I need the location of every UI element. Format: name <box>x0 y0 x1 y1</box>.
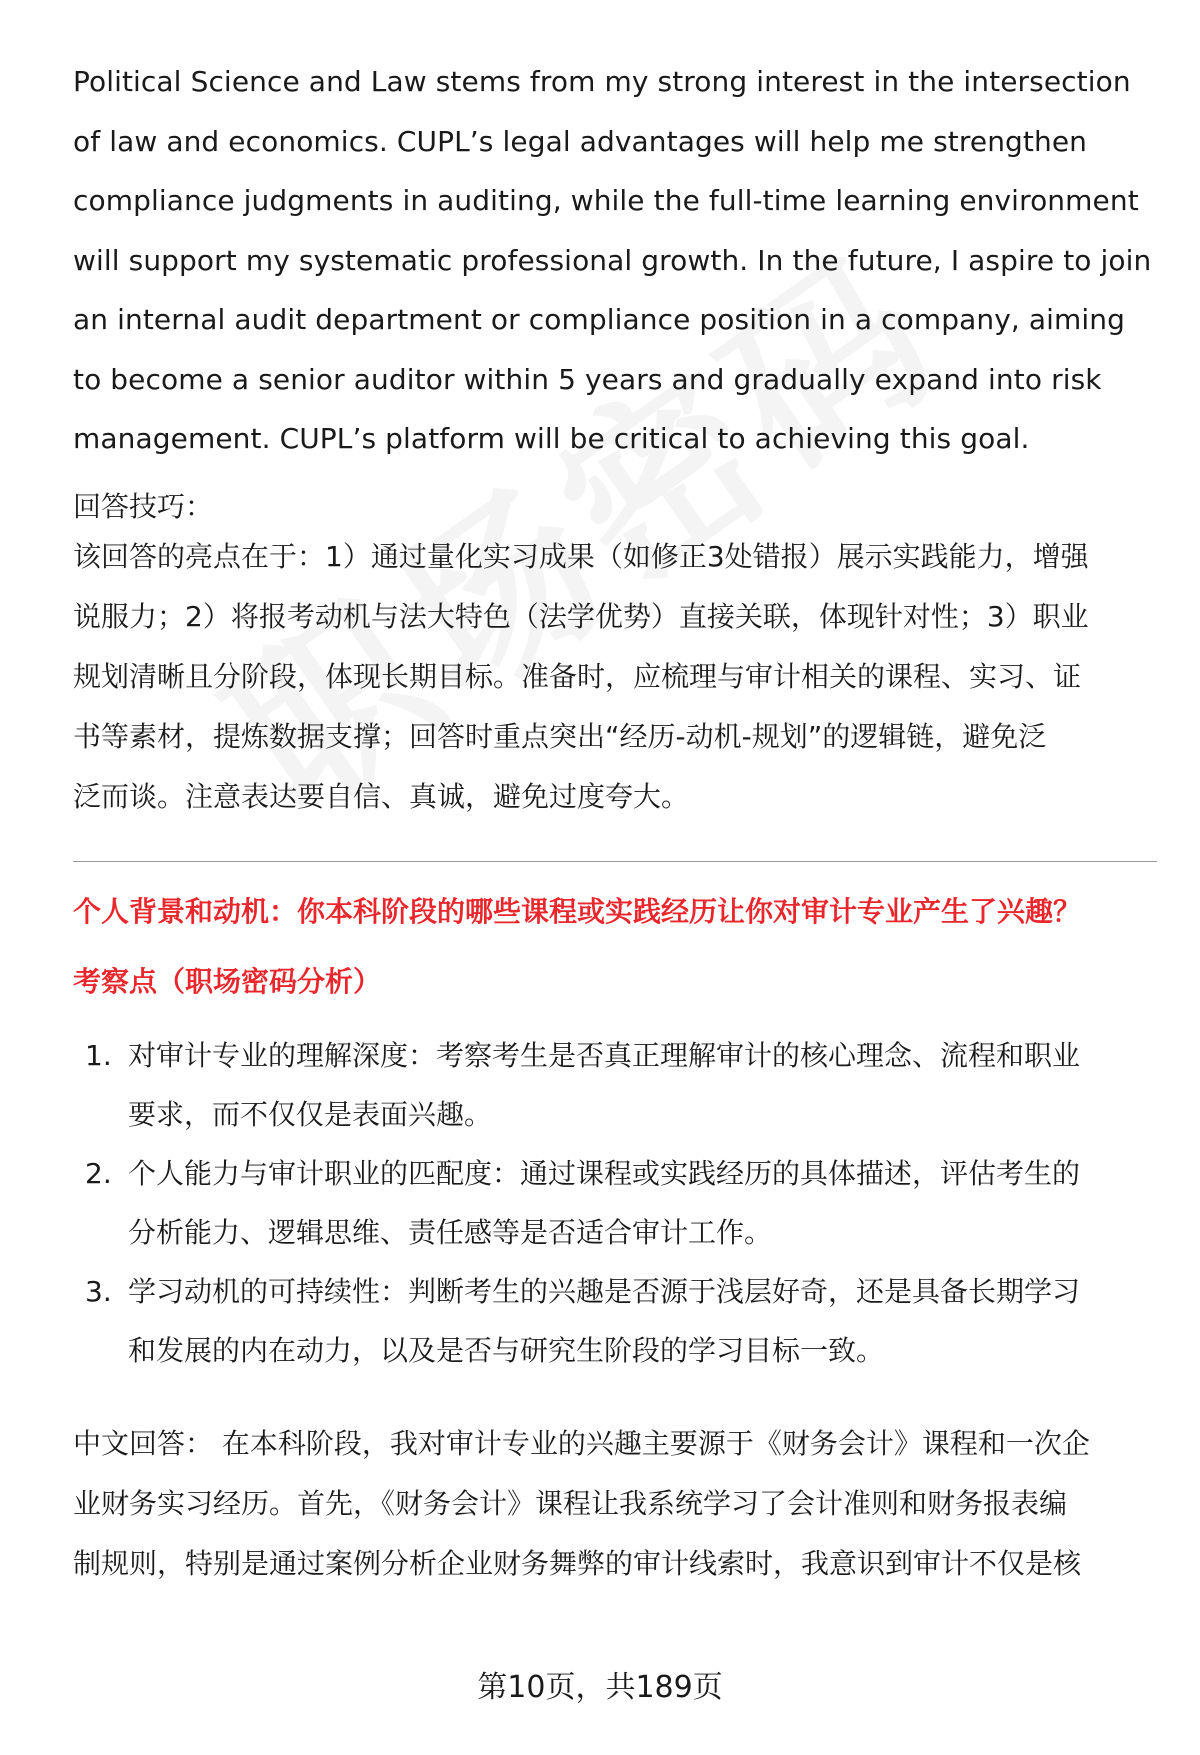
text-line: compliance judgments in auditing, while the full-time learning environment <box>73 184 1139 217</box>
list-number: 3. <box>85 1274 112 1308</box>
text-line: to become a senior auditor within 5 years and gradually expand into risk <box>73 362 1102 396</box>
text-line: 要求，而不仅仅是表面兴趣。 <box>128 1097 493 1131</box>
text-line: of law and economics. CUPL’s legal advantages will help me strengthen <box>73 124 1088 158</box>
exam-points-list <box>73 1026 1163 1380</box>
text-line: 泛而谈。注意表达要自信、真诚，避免过度夸大。 <box>73 779 690 813</box>
text-line: management. CUPL’s platform will be critical to achieving this goal. <box>73 422 1030 455</box>
text-line: an internal audit department or compliance position in a company, aiming <box>73 303 1125 336</box>
text-line: 说服力；2）将报考动机与法大特色（法学优势）直接关联，体现针对性；3）职业 <box>73 599 1089 633</box>
question-heading: 个人背景和动机：你本科阶段的哪些课程或实践经历让你对审计专业产生了兴趣？ <box>73 894 1082 928</box>
text-line: 业财务实习经历。首先，《财务会计》课程让我系统学习了会计准则和财务报表编 <box>73 1486 1068 1520</box>
text-line: 制规则，特别是通过案例分析企业财务舞弊的审计线索时，我意识到审计不仅是核 <box>73 1546 1082 1580</box>
text-line: 规划清晰且分阶段，体现长期目标。准备时，应梳理与审计相关的课程、实习、证 <box>73 659 1082 693</box>
text-line: 该回答的亮点在于：1）通过量化实习成果（如修正3处错报）展示实践能力，增强 <box>73 539 1089 573</box>
text-line: 对审计专业的理解深度：考察考生是否真正理解审计的核心理念、流程和职业 <box>128 1038 1081 1072</box>
page-number-footer: 第10页，共189页 <box>477 1670 723 1705</box>
list-item <box>73 1262 1163 1380</box>
text-line: 个人能力与审计职业的匹配度：通过课程或实践经历的具体描述，评估考生的 <box>128 1156 1081 1190</box>
text-line: 学习动机的可持续性：判断考生的兴趣是否源于浅层好奇，还是具备长期学习 <box>128 1274 1081 1308</box>
page-content <box>73 52 1163 1594</box>
text-line: Political Science and Law stems from my strong interest in the intersection <box>73 65 1131 98</box>
text-line: 中文回答： 在本科阶段，我对审计专业的兴趣主要源于《财务会计》课程和一次企 <box>73 1426 1090 1460</box>
text-line: 和发展的内在动力，以及是否与研究生阶段的学习目标一致。 <box>128 1333 885 1367</box>
section-divider <box>73 861 1157 862</box>
tips-heading: 回答技巧： <box>73 489 214 523</box>
list-number: 1. <box>85 1038 112 1072</box>
list-item <box>73 1026 1163 1144</box>
list-item <box>73 1144 1163 1262</box>
english-paragraph <box>73 52 1163 469</box>
list-number: 2. <box>85 1156 112 1190</box>
text-line: 分析能力、逻辑思维、责任感等是否适合审计工作。 <box>128 1215 773 1249</box>
text-line: 书等素材，提炼数据支撑；回答时重点突出“经历-动机-规划”的逻辑链，避免泛 <box>73 719 1047 753</box>
tips-body <box>73 527 1163 827</box>
exam-points-heading: 考察点（职场密码分析） <box>73 964 382 998</box>
chinese-answer <box>73 1414 1163 1594</box>
text-line: will support my systematic professional growth. In the future, I aspire to join <box>73 243 1152 277</box>
